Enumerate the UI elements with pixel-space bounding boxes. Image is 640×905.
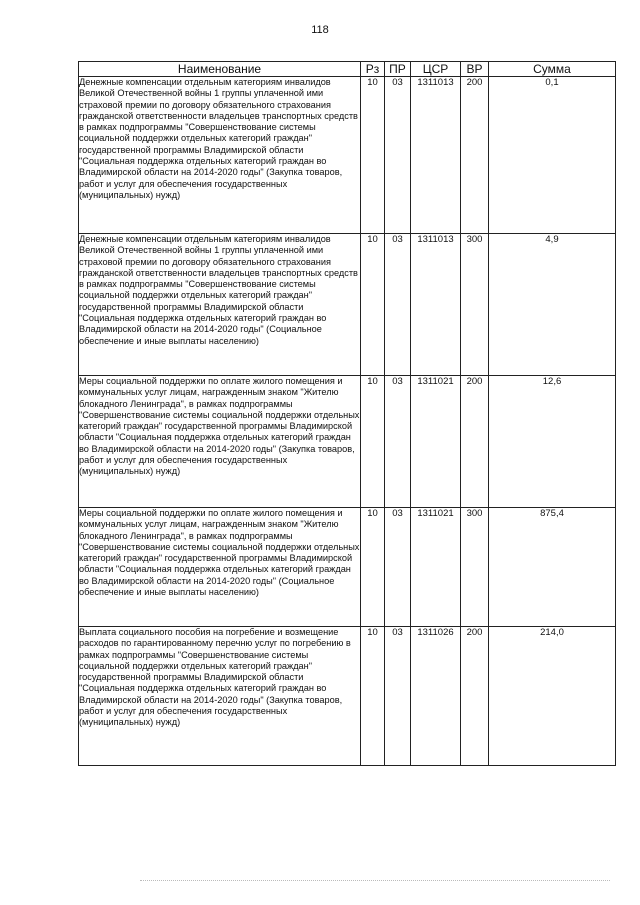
cell-name: Денежные компенсации отдельным категориям инвалидов Великой Отечественной войны 1 группы уплаченной ими страховой премии по договору обязательного страхования гражданской ответственности владельцев транспортных средств в рамках подпрограммы "Совершенствование системы социальной поддержки отдельных категорий граждан" государственной программы Владимирской области "Социальная поддержка отдельных категорий граждан во Владимирской области на 2014-2020 годы" (Закупка товаров, работ и услуг для обеспечения государственных (муниципальных) нужд)	[79, 77, 361, 234]
budget-table	[78, 61, 616, 766]
header-name: Наименование	[79, 62, 361, 77]
cell-csr: 1311013	[411, 234, 461, 376]
cell-sum: 875,4	[489, 508, 616, 627]
table-row	[79, 508, 616, 627]
cell-rz: 10	[361, 627, 385, 766]
cell-pr: 03	[385, 234, 411, 376]
cell-sum: 4,9	[489, 234, 616, 376]
cell-name: Меры социальной поддержки по оплате жилого помещения и коммунальных услуг лицам, награжденным знаком "Жителю блокадного Ленинграда", в рамках подпрограммы "Совершенствование системы социальной поддержки отдельных категорий граждан" государственной программы Владимирской области "Социальная поддержка отдельных категорий граждан во Владимирской области на 2014-2020 годы" (Закупка товаров, работ и услуг для обеспечения государственных (муниципальных) нужд)	[79, 376, 361, 508]
cell-rz: 10	[361, 234, 385, 376]
header-rz: Рз	[361, 62, 385, 77]
cell-csr: 1311013	[411, 77, 461, 234]
header-csr: ЦСР	[411, 62, 461, 77]
cell-vr: 300	[461, 234, 489, 376]
cell-vr: 200	[461, 376, 489, 508]
header-vr: ВР	[461, 62, 489, 77]
table-row	[79, 376, 616, 508]
cell-vr: 200	[461, 77, 489, 234]
cell-sum: 0,1	[489, 77, 616, 234]
cell-csr: 1311021	[411, 508, 461, 627]
cell-rz: 10	[361, 77, 385, 234]
cell-name: Денежные компенсации отдельным категориям инвалидов Великой Отечественной войны 1 группы уплаченной ими страховой премии по договору обязательного страхования гражданской ответственности владельцев транспортных средств в рамках подпрограммы "Совершенствование системы социальной поддержки отдельных категорий граждан" государственной программы Владимирской области "Социальная поддержка отдельных категорий граждан во Владимирской области на 2014-2020 годы" (Социальное обеспечение и иные выплаты населению)	[79, 234, 361, 376]
cell-csr: 1311026	[411, 627, 461, 766]
page-number: 118	[311, 24, 329, 36]
cell-name: Выплата социального пособия на погребение и возмещение расходов по гарантированному перечню услуг по погребению в рамках подпрограммы "Совершенствование системы социальной поддержки отдельных категорий граждан" государственной программы Владимирской области "Социальная поддержка отдельных категорий граждан во Владимирской области на 2014-2020 годы" (Закупка товаров, работ и услуг для обеспечения государственных (муниципальных) нужд)	[79, 627, 361, 766]
cell-vr: 200	[461, 627, 489, 766]
table-row	[79, 234, 616, 376]
cell-name: Меры социальной поддержки по оплате жилого помещения и коммунальных услуг лицам, награжденным знаком "Жителю блокадного Ленинграда", в рамках подпрограммы "Совершенствование системы социальной поддержки отдельных категорий граждан" государственной программы Владимирской области "Социальная поддержка отдельных категорий граждан во Владимирской области на 2014-2020 годы" (Социальное обеспечение и иные выплаты населению)	[79, 508, 361, 627]
header-pr: ПР	[385, 62, 411, 77]
cell-sum: 12,6	[489, 376, 616, 508]
table-row	[79, 77, 616, 234]
cell-pr: 03	[385, 376, 411, 508]
cell-rz: 10	[361, 508, 385, 627]
cell-pr: 03	[385, 77, 411, 234]
table-header-row	[79, 62, 616, 77]
cell-rz: 10	[361, 376, 385, 508]
cell-sum: 214,0	[489, 627, 616, 766]
cell-vr: 300	[461, 508, 489, 627]
header-sum: Сумма	[489, 62, 616, 77]
cell-csr: 1311021	[411, 376, 461, 508]
cell-pr: 03	[385, 508, 411, 627]
cell-pr: 03	[385, 627, 411, 766]
scan-artifact-line	[140, 880, 610, 881]
table-row	[79, 627, 616, 766]
